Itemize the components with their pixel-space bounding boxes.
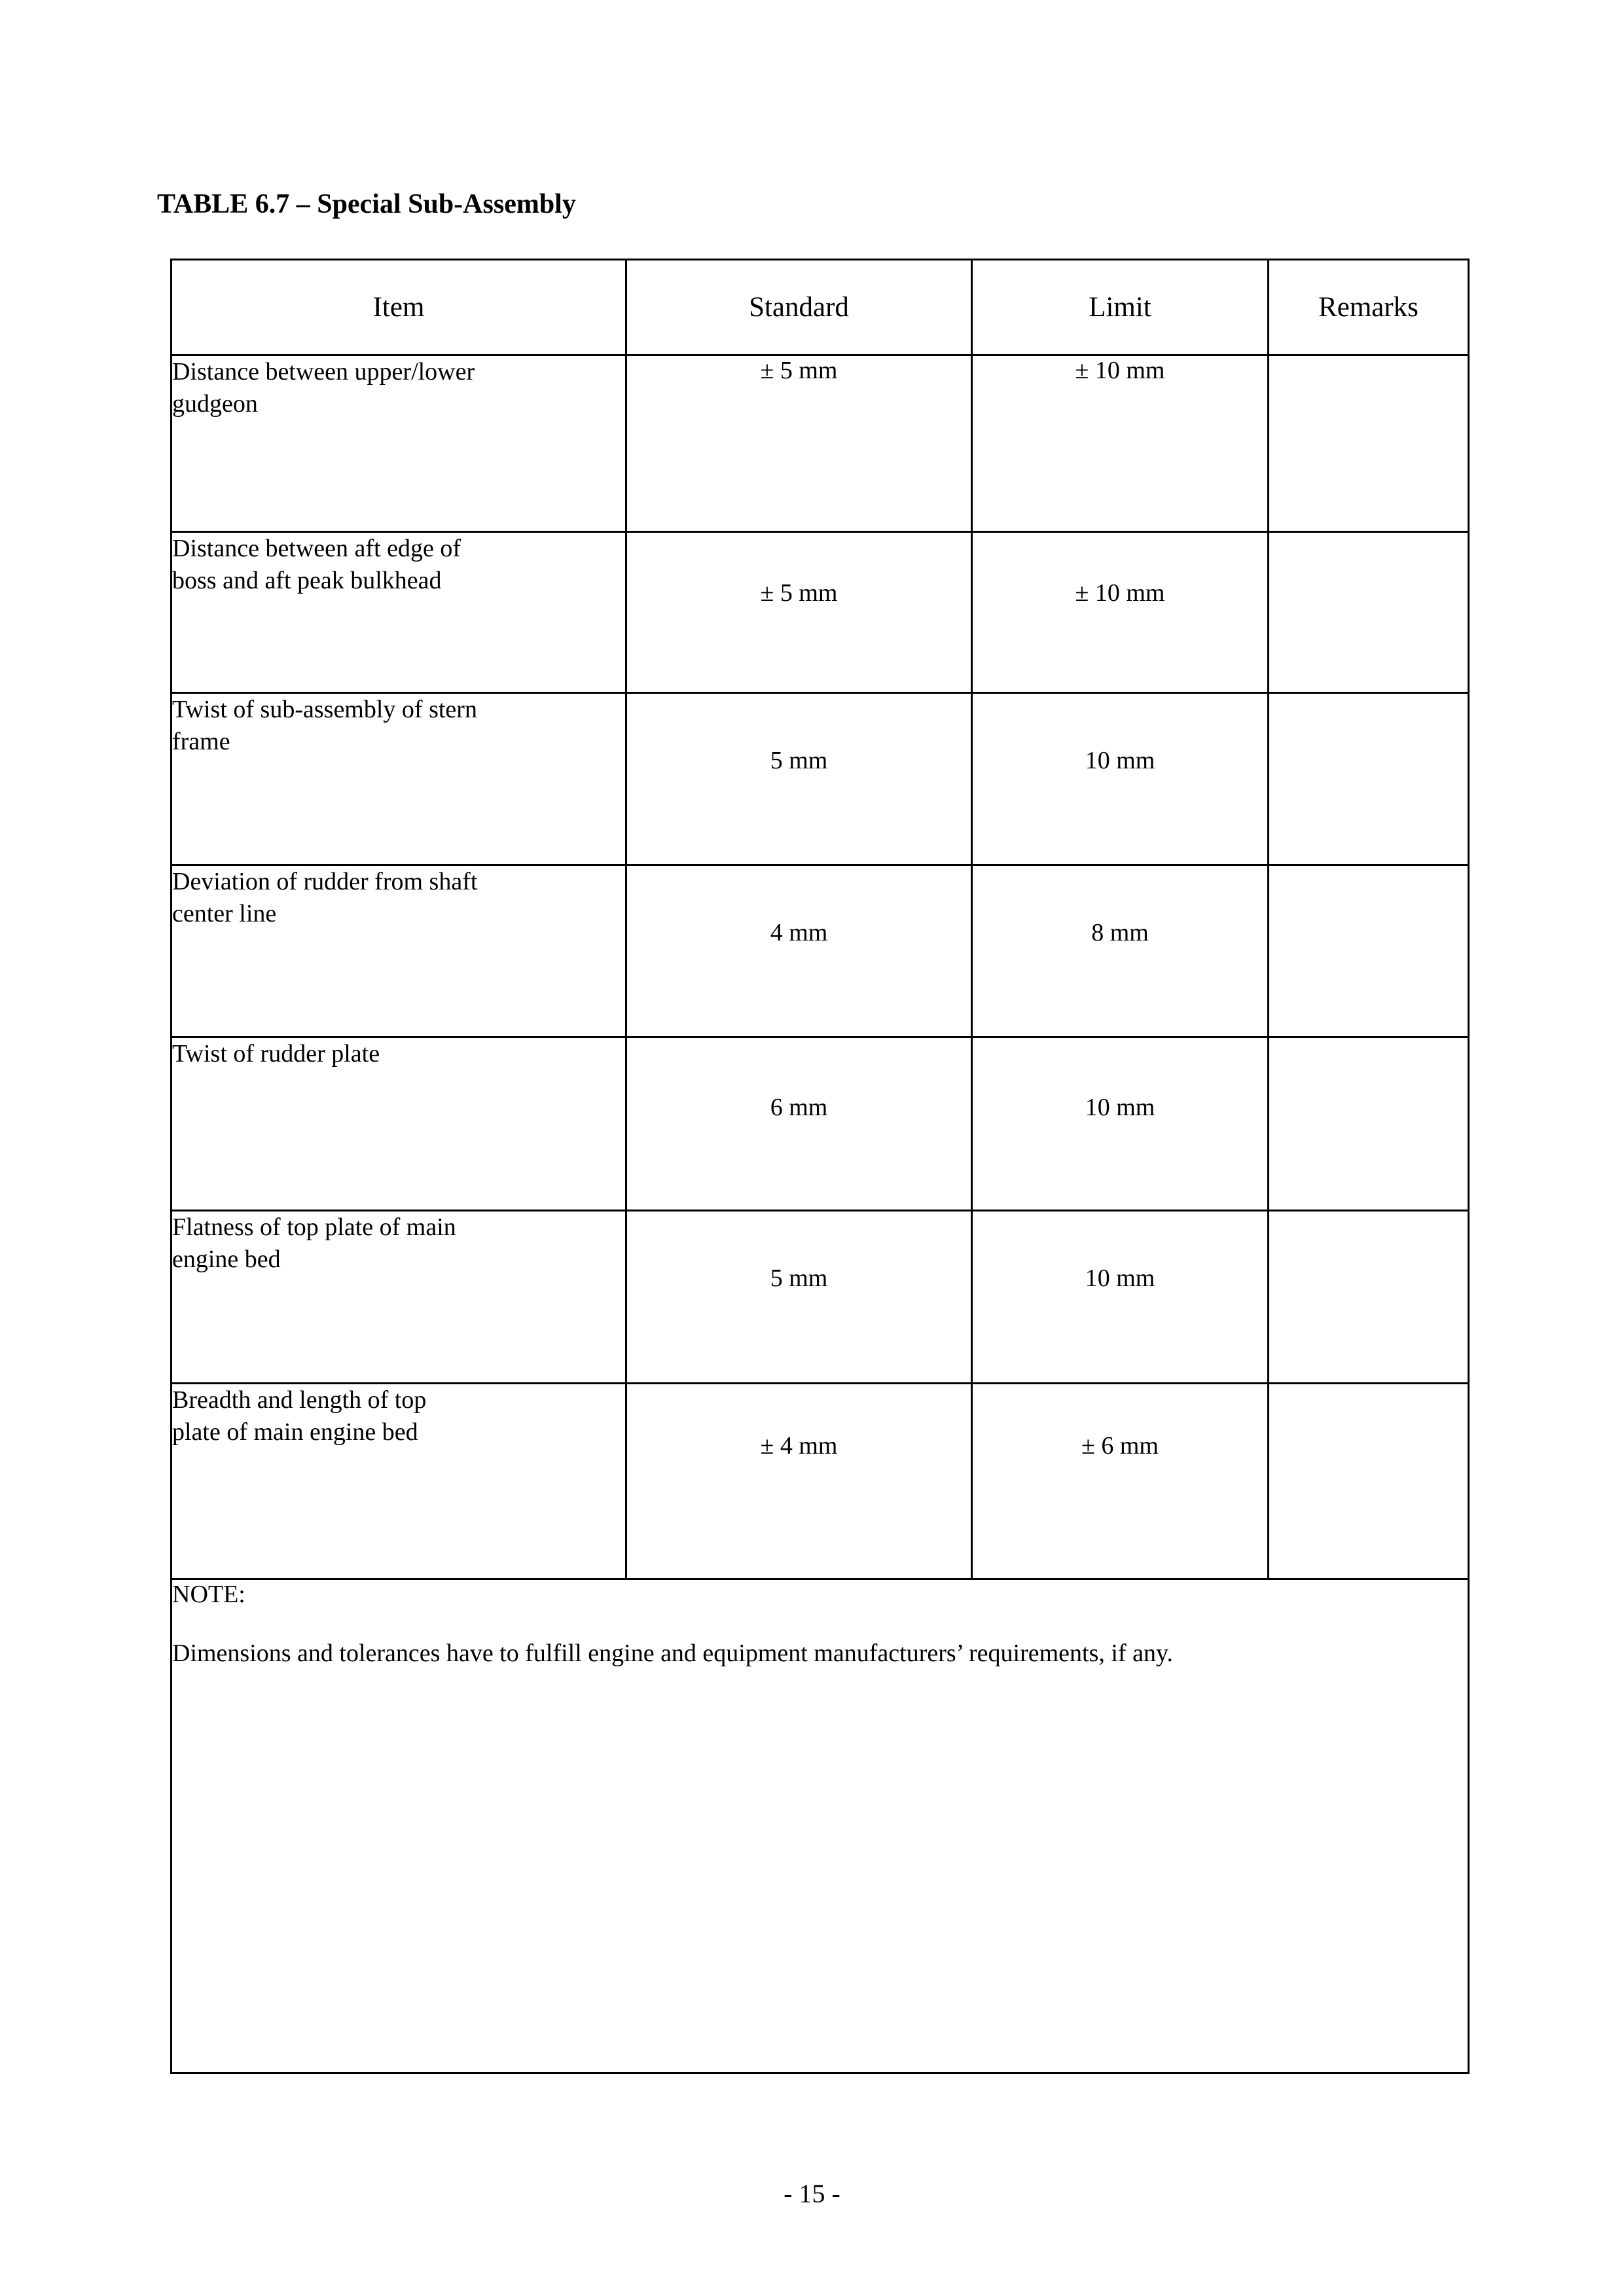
item-cell [171,1037,626,1211]
standard-cell: ± 4 mm [626,1384,972,1579]
table-row [171,1211,1469,1384]
limit-cell: 10 mm [972,1211,1269,1384]
item-cell [171,865,626,1037]
item-cell [171,355,626,532]
remarks-cell [1269,355,1469,532]
standard-cell: ± 5 mm [626,532,972,693]
standard-cell: 5 mm [626,693,972,865]
remarks-cell [1269,532,1469,693]
item-text: Deviation of rudder from shaft center line [172,868,478,927]
standard-cell: 6 mm [626,1037,972,1211]
table-title: TABLE 6.7 – Special Sub-Assembly [157,189,576,219]
note-text: Dimensions and tolerances have to fulfill engine and equipment manufacturers’ requirements, if any. [172,1640,1173,1667]
header-item: Item [171,260,626,355]
remarks-cell [1269,865,1469,1037]
table-row [171,355,1469,532]
limit-cell: 10 mm [972,1037,1269,1211]
limit-cell: ± 6 mm [972,1384,1269,1579]
item-text: Distance between aft edge of boss and aft peak bulkhead [172,535,461,594]
standard-cell: 4 mm [626,865,972,1037]
table-row [171,865,1469,1037]
standard-cell: ± 5 mm [626,355,972,532]
limit-cell: 10 mm [972,693,1269,865]
item-text: Twist of rudder plate [172,1040,380,1067]
remarks-cell [1269,1037,1469,1211]
header-standard: Standard [626,260,972,355]
table-row [171,532,1469,693]
item-cell [171,1384,626,1579]
item-text: Twist of sub-assembly of stern frame [172,696,477,755]
item-text: Breadth and length of top plate of main engine bed [172,1386,427,1446]
limit-cell: ± 10 mm [972,355,1269,532]
item-cell [171,693,626,865]
header-limit: Limit [972,260,1269,355]
table-row [171,1037,1469,1211]
limit-cell: ± 10 mm [972,532,1269,693]
note-label: NOTE: [172,1581,245,1608]
note-row [171,1579,1469,2073]
page-number: - 15 - [784,2179,840,2208]
item-text: Distance between upper/lower gudgeon [172,358,475,418]
table-row [171,1384,1469,1579]
remarks-cell [1269,1384,1469,1579]
limit-cell: 8 mm [972,865,1269,1037]
table-row [171,693,1469,865]
special-sub-assembly-table [170,259,1470,2074]
item-cell [171,532,626,693]
item-text: Flatness of top plate of main engine bed [172,1213,456,1273]
standard-cell: 5 mm [626,1211,972,1384]
remarks-cell [1269,693,1469,865]
note-cell [171,1579,1469,2073]
table-header-row [171,260,1469,355]
header-remarks: Remarks [1269,260,1469,355]
item-cell [171,1211,626,1384]
remarks-cell [1269,1211,1469,1384]
